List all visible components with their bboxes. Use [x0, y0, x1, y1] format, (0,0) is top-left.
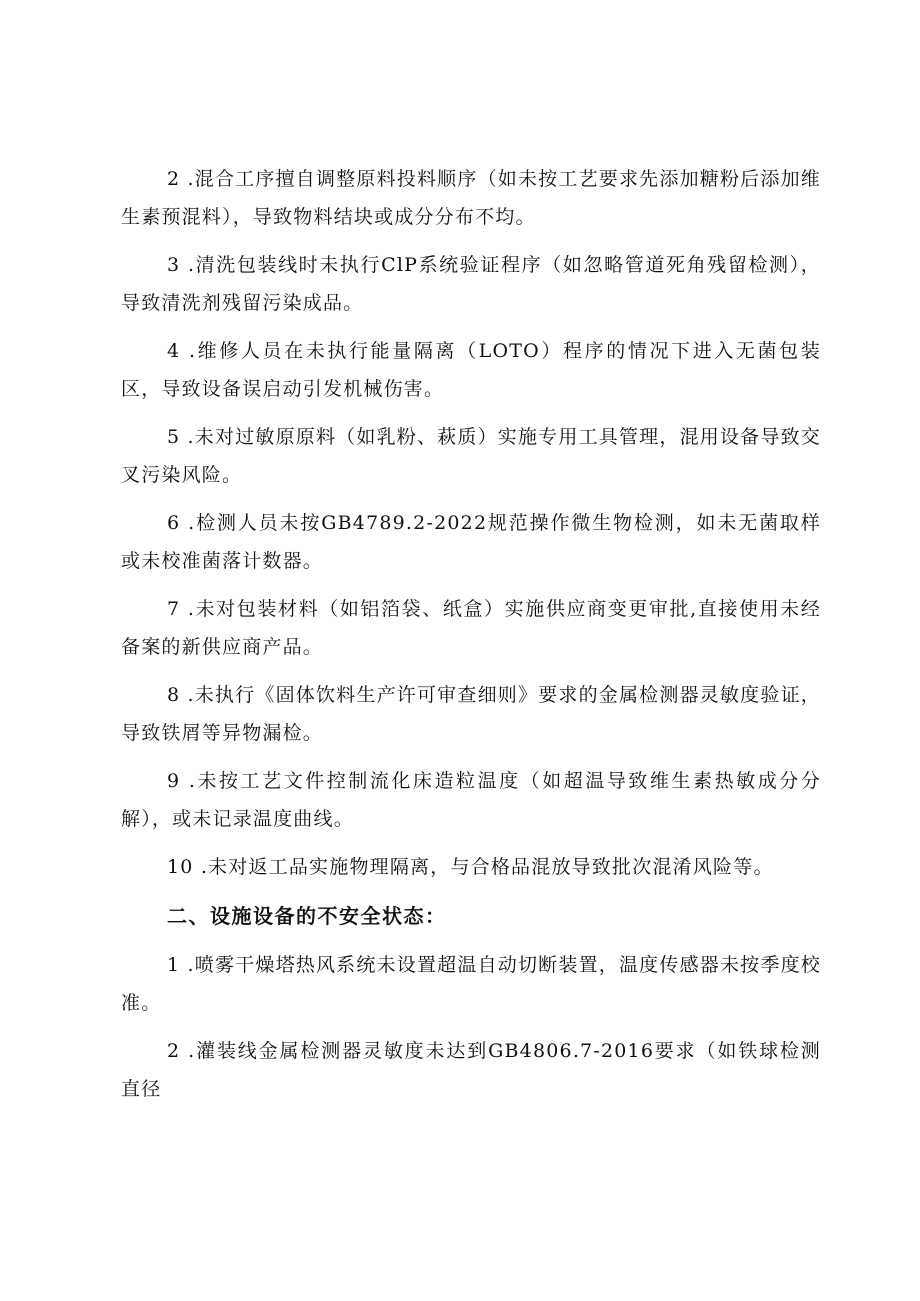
list-item: 5 .未对过敏原原料（如乳粉、萩质）实施专用工具管理，混用设备导致交叉污染风险。	[121, 426, 821, 486]
list-item: 2 .灌装线金属检测器灵敏度未达到GB4806.7-2016要求（如铁球检测直径	[121, 1040, 821, 1100]
section-heading: 二、设施设备的不安全状态：	[167, 904, 447, 928]
list-item: 2 .混合工序擅自调整原料投料顺序（如未按工艺要求先添加糖粉后添加维生素预混料），导致物料结块或成分分布不均。	[121, 168, 821, 228]
list-item: 10 .未对返工品实施物理隔离，与合格品混放导致批次混淆风险等。	[167, 856, 774, 878]
list-item: 8 .未执行《固体饮料生产许可审查细则》要求的金属检测器灵敏度验证，导致铁屑等异物漏检。	[121, 684, 821, 744]
list-item: 1 .喷雾干燥塔热风系统未设置超温自动切断装置，温度传感器未按季度校准。	[121, 954, 821, 1014]
list-item: 3 .清洗包装线时未执行ClP系统验证程序（如忽略管道死角残留检测），导致清洗剂残留污染成品。	[121, 254, 821, 314]
list-item: 7 .未对包装材料（如铝箔袋、纸盒）实施供应商变更审批,直接使用未经备案的新供应商产品。	[121, 598, 821, 658]
list-item: 9 .未按工艺文件控制流化床造粒温度（如超温导致维生素热敏成分分解），或未记录温度曲线。	[121, 770, 821, 830]
list-item: 4 .维修人员在未执行能量隔离（LOTO）程序的情况下进入无菌包装区，导致设备误启动引发机械伤害。	[121, 340, 821, 400]
list-item: 6 .检测人员未按GB4789.2-2022规范操作微生物检测，如未无菌取样或未校准菌落计数器。	[121, 512, 821, 572]
document-body	[121, 160, 821, 1118]
